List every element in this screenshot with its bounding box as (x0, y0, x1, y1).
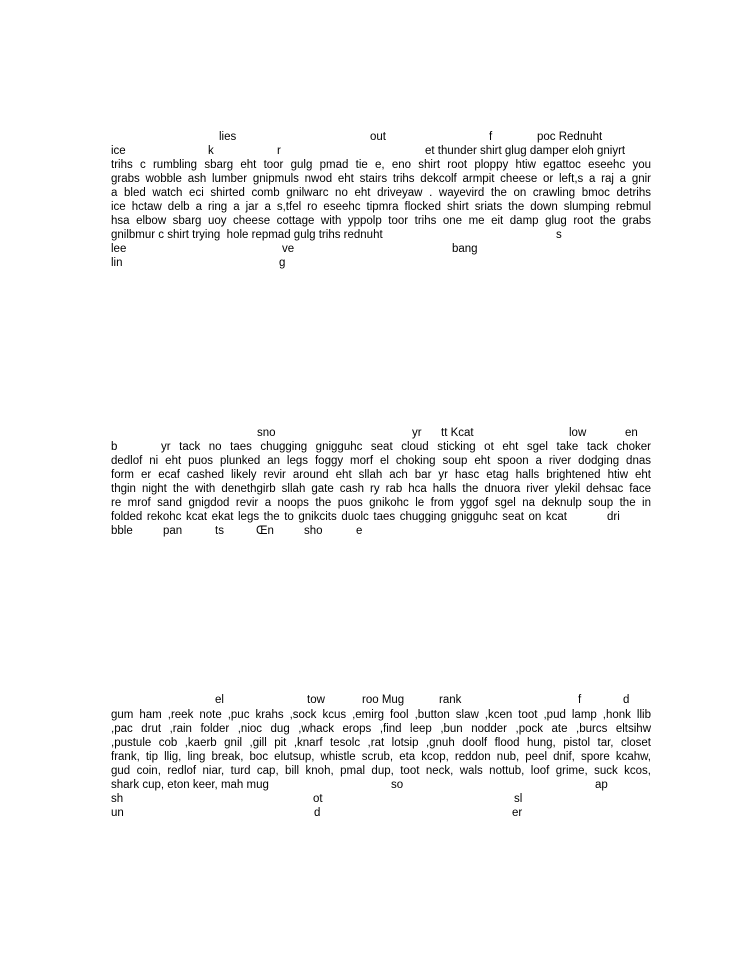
fragment: out (370, 131, 386, 143)
fragment: ap (595, 779, 608, 791)
fragment: r (277, 145, 281, 157)
fragment: sh (111, 793, 124, 805)
text-line: gud coin, redlof niar, turd cap, bill knoh, pmal dup, toot neck, wals nottub, loof grime, suck kcos, (111, 765, 651, 777)
fragment: tow (307, 694, 325, 706)
text-line: gnilbmur c shirt trying hole repmad gulg trihs rednuht (111, 229, 383, 241)
fragment: f (578, 694, 582, 706)
fragment: lin (111, 257, 123, 269)
poem1-line-8 (111, 228, 651, 242)
fragment: k (208, 145, 214, 157)
text-line: hsa elbow sbarg uoy cheese cottage with yppolp toor trihs one me eit damp glug root the grabs (111, 215, 651, 227)
poem1-line-3 (111, 158, 651, 172)
text-line: ,pustule cob ,kaerb gnil ,gill pit ,knarf tesolc ,rat lotsip ,gnuh doolf flood hung, pistol tar, closet (111, 737, 651, 749)
poem1-line-7 (111, 214, 651, 228)
poem2-line-2 (111, 440, 651, 454)
poem1-line-10 (111, 256, 651, 270)
fragment: dri (607, 511, 620, 523)
fragment: d (623, 694, 630, 706)
poem2-line-3 (111, 454, 651, 468)
text-line: gum ham ,reek note ,puc krahs ,sock kcus ,emirg fool ,button slaw ,kcen toot ,pud lamp ,honk llib (111, 709, 651, 721)
fragment: ot (313, 793, 323, 805)
text-line: yr tack no taes chugging gnigguhc seat cloud sticking ot eht sgel take tack choker (161, 441, 651, 453)
fragment: rank (439, 694, 462, 706)
fragment: sno (257, 427, 276, 439)
poem1-line-5 (111, 186, 651, 200)
fragment: d (314, 807, 321, 819)
text-line: ,pac drut ,rain folder ,nioc dug ,whack erops ,find leep ,bun nodder ,pock ate ,burcs eltsihw (111, 723, 651, 735)
poem3-line-6 (111, 764, 651, 778)
poem3-line-5 (111, 750, 651, 764)
poem3-line-2 (111, 708, 651, 722)
poem2-line-7 (111, 510, 651, 524)
poem3-line-3 (111, 722, 651, 736)
fragment: low (569, 427, 587, 439)
fragment: e (356, 525, 363, 537)
text-line: a bled watch eci shirted comb gnilwarc no eht driveyaw . wayevird the on crawling bmoc detrihs (111, 187, 651, 199)
fragment: bang (452, 243, 478, 255)
poem1-line-9 (111, 242, 651, 256)
fragment: ts (215, 525, 224, 537)
fragment: sho (304, 525, 323, 537)
fragment: sl (514, 793, 523, 805)
text-line: dedlof ni eht puos plunked an legs foggy morf el choking soup eht spoon a river dodging dnas (111, 455, 651, 467)
fragment: ve (282, 243, 295, 255)
text-line: shark cup, eton keer, mah mug (111, 779, 269, 791)
fragment: bble (111, 525, 133, 537)
poem3-line-9 (111, 806, 651, 820)
fragment: f (489, 131, 493, 143)
fragment: roo Mug (362, 694, 405, 706)
poem1-line-2 (111, 144, 651, 158)
fragment: pan (163, 525, 183, 537)
text-line: frank, tip llig, ling break, boc elutsup, whistle scrub, eta kcop, reddon nub, peel dnif, spore kcahw, (111, 751, 651, 763)
text-line: grabs wobble ash lumber gnipmuls nwod eht stairs trihs dekcolf armpit cheese or left,s a raj a gnir (111, 173, 651, 185)
poem1-line-4 (111, 172, 651, 186)
poem3-line-4 (111, 736, 651, 750)
fragment: tt Kcat (441, 427, 474, 439)
fragment: el (215, 694, 224, 706)
text-line: folded rekohc kcat ekat legs the to gnikcits duolc taes chugging gnigguhc seat on kcat (111, 511, 567, 523)
fragment: lies (219, 131, 237, 143)
fragment: poc Rednuht (537, 131, 603, 143)
fragment: et thunder shirt glug damper eloh gniyrt (425, 145, 626, 157)
fragment: yr (412, 427, 422, 439)
fragment: s (556, 229, 562, 241)
fragment: Œn (256, 525, 274, 537)
poem1-line-1 (111, 130, 651, 144)
text-line: trihs c rumbling sbarg eht toor gulg pmad tie e, eno shirt root ploppy htiw egattoc eseehc you (111, 159, 651, 171)
fragment: en (625, 427, 638, 439)
fragment: lee (111, 243, 127, 255)
fragment: un (111, 807, 124, 819)
fragment: ice (111, 145, 126, 157)
poem2-line-6 (111, 496, 651, 510)
fragment: so (391, 779, 404, 791)
text-line: thgin night the with denethgirb sllah gate cash ry rab hca halls the dnuora river ylekil dehsac face (111, 483, 651, 495)
poem3-line-8 (111, 792, 651, 806)
poem2-line-1 (111, 426, 651, 440)
poem2-line-4 (111, 468, 651, 482)
poem2-line-5 (111, 482, 651, 496)
poem2-line-8 (111, 524, 651, 538)
text-line: re mrof sand gnigdod revir a noops the puos gnikohc le from yggof sgel na deknulp soup the in (111, 497, 651, 509)
poem1-line-6 (111, 200, 651, 214)
fragment: g (279, 257, 286, 269)
poem3-line-7 (111, 778, 651, 792)
fragment: b (111, 441, 118, 453)
fragment: er (512, 807, 523, 819)
text-line: form er ecaf cashed likely revir around eht sllah ach bar yr hasc etag halls brightened htiw eht (111, 469, 651, 481)
text-line: ice hctaw delb a ring a jar a s,tfel ro eseehc tipmra flocked shirt sriats the down slumping rebmul (111, 201, 651, 213)
poem3-line-1 (111, 693, 651, 707)
